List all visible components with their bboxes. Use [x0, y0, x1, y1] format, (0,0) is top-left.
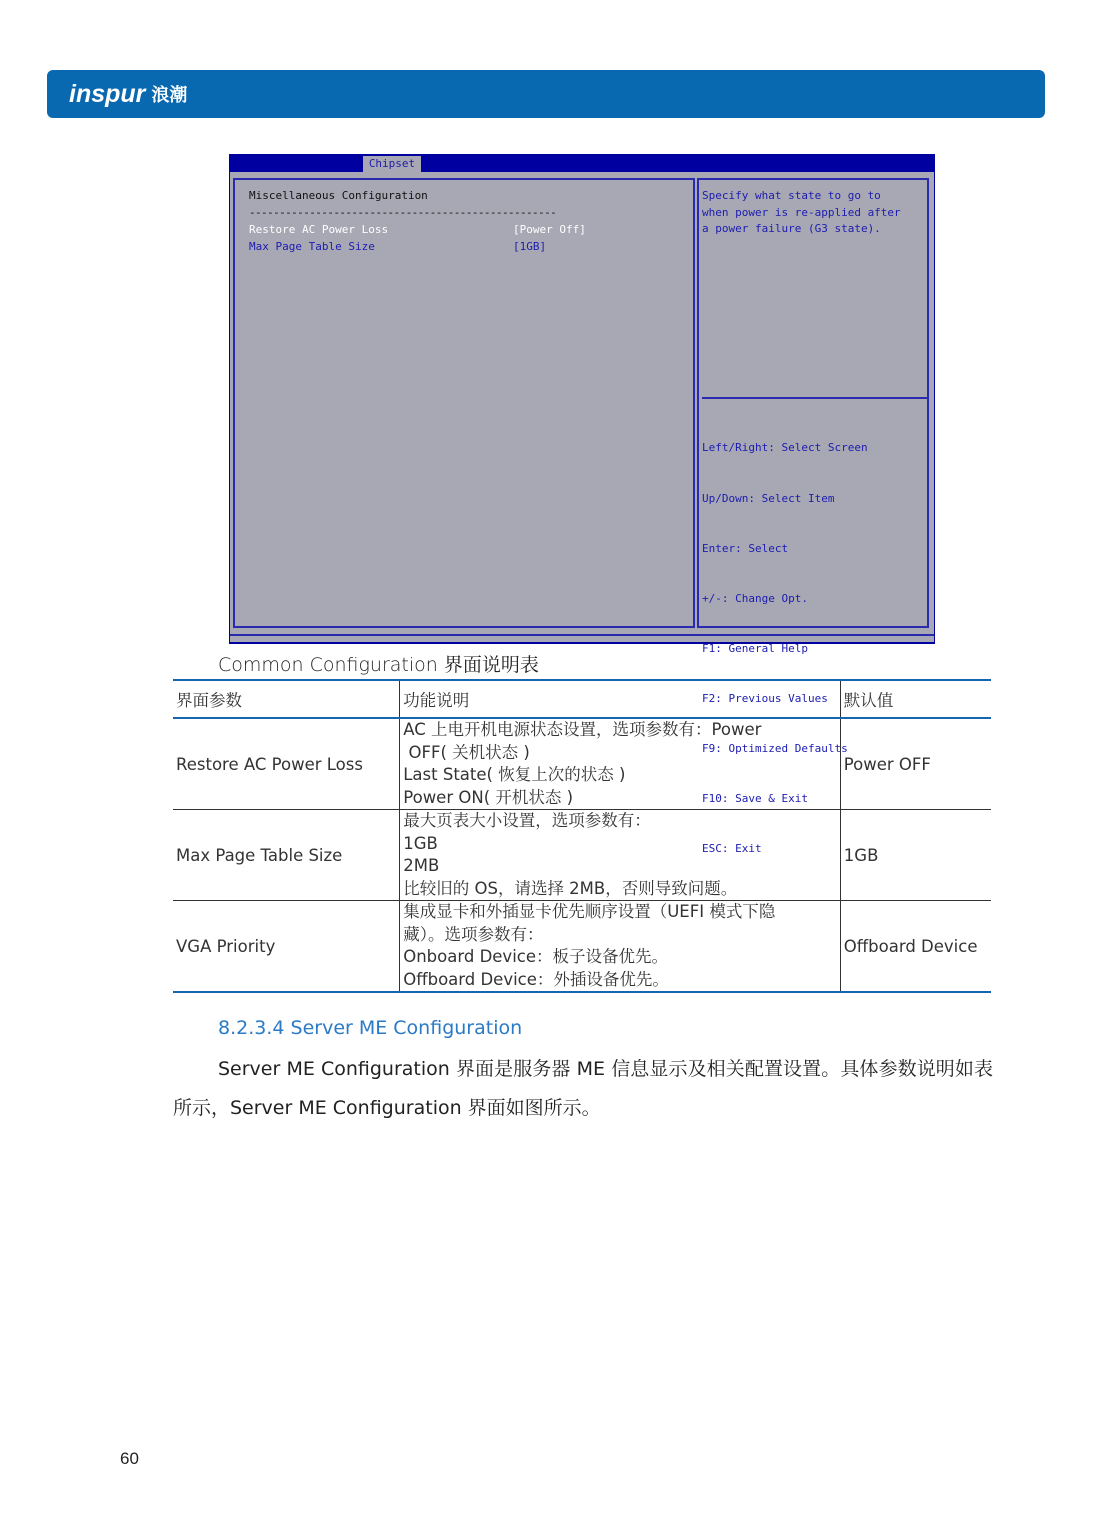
desc-line: 1GB: [403, 833, 438, 853]
table-row: [173, 718, 991, 810]
param-cell: VGA Priority: [173, 901, 400, 993]
key-hint: ESC: Exit: [702, 842, 762, 856]
header-desc: 功能说明: [400, 680, 841, 718]
tab-chipset[interactable]: Chipset: [363, 156, 421, 172]
section-heading: 8.2.3.4 Server ME Configuration: [218, 1017, 523, 1039]
inspur-logo: [69, 76, 187, 112]
param-cell: Max Page Table Size: [173, 810, 400, 901]
key-hint: +/-: Change Opt.: [702, 591, 808, 605]
desc-line: AC 上电开机电源状态设置，选项参数有：Power: [403, 720, 762, 739]
default-cell: Offboard Device: [840, 901, 991, 993]
bios-item-max-page-value[interactable]: [1GB]: [513, 240, 547, 253]
logo-chinese: 浪潮: [151, 85, 188, 106]
key-hint: Enter: Select: [702, 541, 789, 555]
header-banner: [47, 70, 1045, 118]
bios-section-title: Miscellaneous Configuration: [249, 189, 428, 202]
default-cell: Power OFF: [840, 718, 991, 810]
desc-cell: [400, 718, 841, 810]
bios-item-restore-ac-label[interactable]: Restore AC Power Loss: [249, 223, 389, 236]
desc-line: 藏）。选项参数有：: [403, 924, 544, 944]
desc-line: Onboard Device：板子设备优先。: [403, 947, 668, 966]
page-number: 60: [120, 1449, 139, 1468]
header-param: 界面参数: [173, 680, 400, 718]
key-hint: Up/Down: Select Item: [702, 491, 835, 505]
config-table: [173, 679, 991, 993]
table-caption: Common Configuration 界面说明表: [218, 654, 539, 676]
desc-line: Offboard Device：外插设备优先。: [403, 969, 669, 989]
desc-line: 比较旧的 OS，请选择 2MB，否则导致问题。: [403, 878, 738, 898]
body-paragraph: Server ME Configuration 界面是服务器 ME 信息显示及相关配置设置。具体参数说明如表所示，Server ME Configuration 界面如图所示。: [173, 1058, 993, 1119]
bios-tab-bar: [229, 154, 935, 172]
desc-cell: [400, 810, 841, 901]
table-row: [173, 901, 991, 993]
param-cell: Restore AC Power Loss: [173, 718, 400, 810]
bios-help-text: Specify what state to go to when power is re-applied after a power failure (G3 state).: [702, 189, 901, 236]
bios-item-restore-ac-value[interactable]: [Power Off]: [513, 223, 586, 236]
table-header-row: [173, 680, 991, 718]
logo-wordmark: inspur: [69, 79, 146, 108]
header-default: 默认值: [840, 680, 991, 718]
key-hint: Left/Right: Select Screen: [702, 441, 868, 455]
desc-line: 2MB: [403, 856, 440, 875]
key-hint: F10: Save & Exit: [702, 792, 808, 806]
desc-line: Last State( 恢复上次的状态 ): [403, 765, 626, 784]
bios-help-divider: [702, 397, 928, 399]
key-hint: F2: Previous Values: [702, 691, 828, 705]
key-hint: F9: Optimized Defaults: [702, 742, 848, 756]
default-cell: 1GB: [840, 810, 991, 901]
desc-line: OFF( 关机状态 ): [403, 742, 530, 762]
bios-item-max-page-label[interactable]: Max Page Table Size: [249, 240, 375, 253]
desc-cell: [400, 901, 841, 993]
key-hint: F1: General Help: [702, 641, 808, 655]
desc-line: 集成显卡和外插显卡优先顺序设置（UEFI 模式下隐: [403, 902, 776, 921]
table-row: [173, 810, 991, 901]
desc-line: 最大页表大小设置，选项参数有：: [403, 811, 651, 830]
desc-line: Power ON( 开机状态 ): [403, 787, 574, 807]
bios-separator: ---------------------------------------------------: [249, 206, 557, 219]
